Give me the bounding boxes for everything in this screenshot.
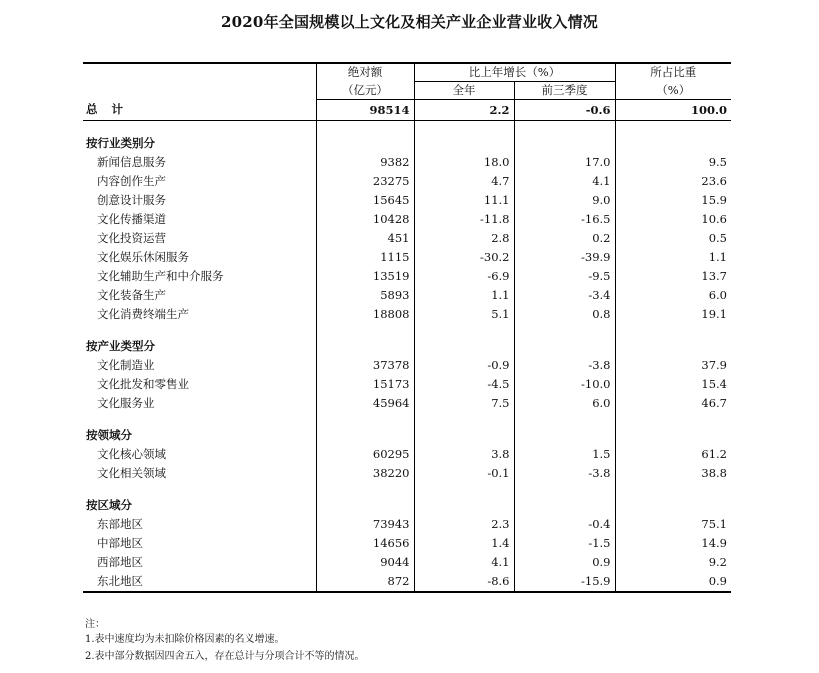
spacer-row: [83, 413, 731, 426]
row-label: 文化辅助生产和中介服务: [97, 269, 224, 283]
note-item: 1.表中速度均为未扣除价格因素的名义增速。: [85, 634, 285, 645]
cell-share: 14.9: [615, 534, 731, 553]
cell-share: 9.5: [615, 153, 731, 172]
cell-q3: 0.9: [514, 553, 615, 572]
cell-abs: 73943: [316, 515, 414, 534]
cell-share: 19.1: [615, 305, 731, 324]
cell-abs: 18808: [316, 305, 414, 324]
cell-q3: -39.9: [514, 248, 615, 267]
table-row: [83, 464, 731, 483]
row-label: 文化消费终端生产: [97, 307, 189, 321]
row-label: 内容创作生产: [97, 174, 166, 188]
table-row: [83, 534, 731, 553]
table-row: [83, 248, 731, 267]
table-row: [83, 191, 731, 210]
row-label: 文化服务业: [97, 396, 155, 410]
abs-header-line2: （亿元）: [316, 82, 414, 100]
note-item: 2.表中部分数据因四舍五入，存在总计与分项合计不等的情况。: [85, 651, 365, 662]
cell-share: 15.4: [615, 375, 731, 394]
cell-year: 1.4: [414, 534, 514, 553]
category-row: [83, 134, 731, 153]
table-row: [83, 515, 731, 534]
cell-year: 3.8: [414, 445, 514, 464]
cell-abs: 1115: [316, 248, 414, 267]
cell-q3: -3.8: [514, 464, 615, 483]
table-row: [83, 229, 731, 248]
cell-share: 10.6: [615, 210, 731, 229]
category-title: 按行业类别分: [86, 136, 155, 150]
category-title: 按产业类型分: [86, 339, 155, 353]
cell-year: 11.1: [414, 191, 514, 210]
cell-q3: 6.0: [514, 394, 615, 413]
cell-year: 2.3: [414, 515, 514, 534]
spacer-row: [83, 483, 731, 496]
cell-q3: 4.1: [514, 172, 615, 191]
cell-year: -0.1: [414, 464, 514, 483]
table-row: [83, 445, 731, 464]
page-title: 2020年全国规模以上文化及相关产业企业营业收入情况: [221, 13, 598, 31]
row-label: 文化批发和零售业: [97, 377, 189, 391]
growth-header: 比上年增长（%）: [414, 63, 615, 82]
cell-abs: 9382: [316, 153, 414, 172]
cell-abs: 451: [316, 229, 414, 248]
cell-q3: -15.9: [514, 572, 615, 592]
cell-share: 1.1: [615, 248, 731, 267]
total-abs: 98514: [316, 100, 414, 121]
row-label: 创意设计服务: [97, 193, 166, 207]
cell-share: 23.6: [615, 172, 731, 191]
share-header-line1: 所占比重: [615, 63, 731, 82]
cell-year: -30.2: [414, 248, 514, 267]
cell-year: 7.5: [414, 394, 514, 413]
row-label: 文化传播渠道: [97, 212, 166, 226]
row-label: 文化相关领域: [97, 466, 166, 480]
cell-year: -11.8: [414, 210, 514, 229]
table-row: [83, 572, 731, 592]
cell-abs: 13519: [316, 267, 414, 286]
category-title: 按区域分: [86, 498, 132, 512]
row-label: 东部地区: [97, 517, 143, 531]
total-label: 总计: [83, 100, 316, 121]
category-title: 按领域分: [86, 428, 132, 442]
cell-abs: 45964: [316, 394, 414, 413]
cell-share: 13.7: [615, 267, 731, 286]
table-row: [83, 375, 731, 394]
row-label: 文化装备生产: [97, 288, 166, 302]
spacer-row: [83, 121, 731, 135]
total-row: [83, 100, 731, 121]
total-year: 2.2: [414, 100, 514, 121]
cell-abs: 5893: [316, 286, 414, 305]
table-row: [83, 356, 731, 375]
cell-q3: 17.0: [514, 153, 615, 172]
cell-share: 46.7: [615, 394, 731, 413]
cell-share: 9.2: [615, 553, 731, 572]
cell-abs: 23275: [316, 172, 414, 191]
cell-share: 37.9: [615, 356, 731, 375]
cell-abs: 872: [316, 572, 414, 592]
cell-share: 0.9: [615, 572, 731, 592]
table-row: [83, 305, 731, 324]
cell-q3: 0.8: [514, 305, 615, 324]
cell-share: 38.8: [615, 464, 731, 483]
cell-abs: 14656: [316, 534, 414, 553]
revenue-table: [83, 62, 731, 593]
row-label: 文化核心领域: [97, 447, 166, 461]
row-label: 东北地区: [83, 572, 316, 592]
table-row: [83, 394, 731, 413]
cell-share: 75.1: [615, 515, 731, 534]
row-label: 西部地区: [97, 555, 143, 569]
cell-year: 5.1: [414, 305, 514, 324]
cell-abs: 38220: [316, 464, 414, 483]
cell-abs: 37378: [316, 356, 414, 375]
cell-year: 4.1: [414, 553, 514, 572]
growth-year-header: 全年: [414, 82, 514, 100]
cell-share: 0.5: [615, 229, 731, 248]
category-row: [83, 337, 731, 356]
cell-abs: 15173: [316, 375, 414, 394]
cell-share: 61.2: [615, 445, 731, 464]
table-row: [83, 553, 731, 572]
table-row: [83, 267, 731, 286]
cell-year: 4.7: [414, 172, 514, 191]
abs-header-line1: 绝对额: [316, 63, 414, 82]
total-share: 100.0: [615, 100, 731, 121]
cell-year: 2.8: [414, 229, 514, 248]
row-label: 新闻信息服务: [97, 155, 166, 169]
cell-q3: -0.4: [514, 515, 615, 534]
cell-year: 1.1: [414, 286, 514, 305]
cell-q3: -9.5: [514, 267, 615, 286]
cell-q3: 9.0: [514, 191, 615, 210]
total-q3: -0.6: [514, 100, 615, 121]
cell-year: -0.9: [414, 356, 514, 375]
growth-q3-header: 前三季度: [514, 82, 615, 100]
row-label: 文化娱乐休闲服务: [97, 250, 189, 264]
cell-q3: -3.4: [514, 286, 615, 305]
cell-year: -6.9: [414, 267, 514, 286]
share-header-line2: （%）: [615, 82, 731, 100]
table-row: [83, 286, 731, 305]
spacer-row: [83, 324, 731, 337]
table-row: [83, 172, 731, 191]
category-row: [83, 496, 731, 515]
table-row: [83, 210, 731, 229]
cell-q3: -3.8: [514, 356, 615, 375]
cell-q3: 1.5: [514, 445, 615, 464]
category-row: [83, 426, 731, 445]
row-label: 中部地区: [97, 536, 143, 550]
table-row: [83, 153, 731, 172]
row-label: 文化制造业: [97, 358, 155, 372]
cell-q3: -10.0: [514, 375, 615, 394]
blank-header-cell: [83, 63, 316, 100]
cell-abs: 10428: [316, 210, 414, 229]
cell-year: -4.5: [414, 375, 514, 394]
cell-q3: -1.5: [514, 534, 615, 553]
cell-q3: -16.5: [514, 210, 615, 229]
cell-share: 15.9: [615, 191, 731, 210]
notes-heading: 注：: [85, 619, 105, 630]
cell-abs: 60295: [316, 445, 414, 464]
cell-q3: 0.2: [514, 229, 615, 248]
cell-year: 18.0: [414, 153, 514, 172]
row-label: 文化投资运营: [97, 231, 166, 245]
cell-abs: 9044: [316, 553, 414, 572]
cell-year: -8.6: [414, 572, 514, 592]
cell-abs: 15645: [316, 191, 414, 210]
cell-share: 6.0: [615, 286, 731, 305]
